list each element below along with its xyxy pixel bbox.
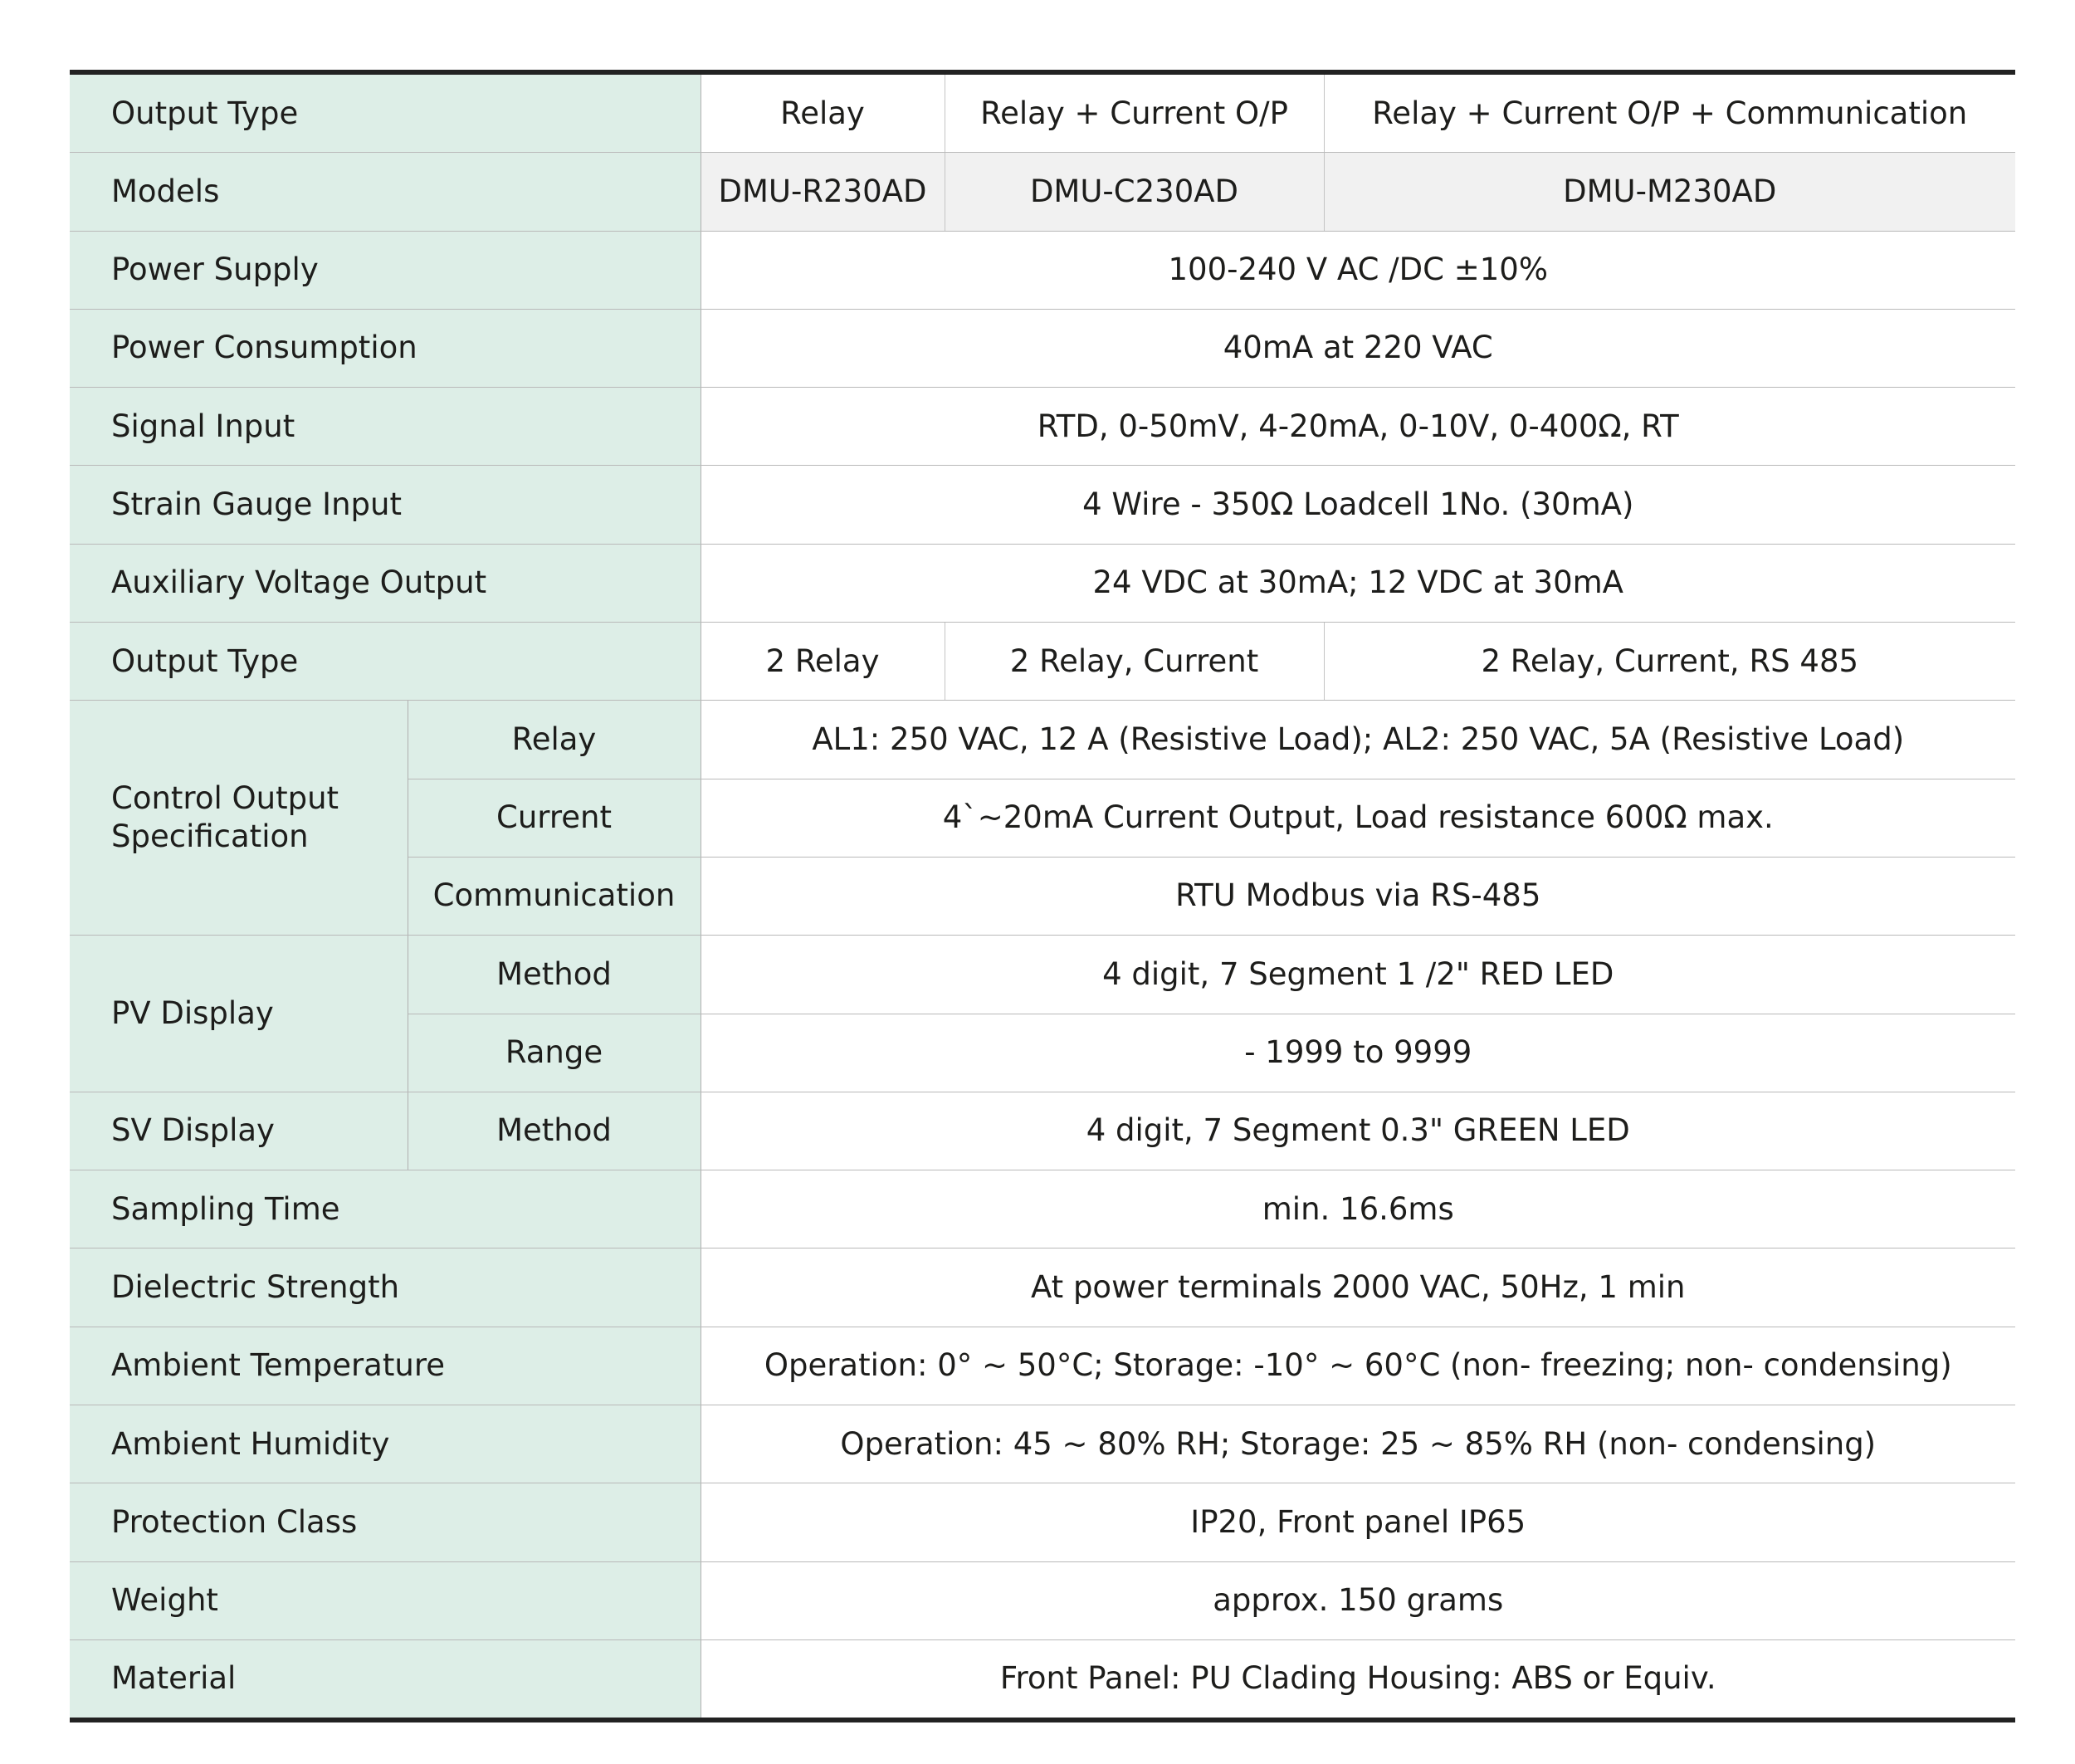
- pv-display-range-value: - 1999 to 9999: [701, 1014, 2015, 1092]
- output-type-label: Output Type: [70, 623, 701, 701]
- row-label: Power Consumption: [70, 309, 701, 387]
- table-row: [70, 388, 2015, 466]
- table-row: [70, 1483, 2015, 1561]
- row-value: Operation: 0° ~ 50°C; Storage: -10° ~ 60°C (non- freezing; non- condensing): [701, 1327, 2015, 1405]
- sv-display-sub-method: Method: [408, 1092, 701, 1170]
- row-label: Signal Input: [70, 388, 701, 466]
- table-row: [70, 1561, 2015, 1639]
- table-row: [70, 544, 2015, 622]
- control-output-label: [70, 701, 408, 936]
- table-row: [70, 309, 2015, 387]
- models-label: Models: [70, 153, 701, 231]
- row-value: At power terminals 2000 VAC, 50Hz, 1 min: [701, 1248, 2015, 1327]
- row-label: Ambient Temperature: [70, 1327, 701, 1405]
- row-label: Weight: [70, 1561, 701, 1639]
- row-value: min. 16.6ms: [701, 1170, 2015, 1248]
- row-label: Strain Gauge Input: [70, 466, 701, 544]
- spec-table: [70, 70, 2015, 1722]
- control-output-relay-value: AL1: 250 VAC, 12 A (Resistive Load); AL2: 250 VAC, 5A (Resistive Load): [701, 701, 2015, 779]
- control-output-label-line2: Specification: [111, 818, 309, 855]
- control-output-row-relay: [70, 701, 2015, 779]
- header-col-relay: Relay: [701, 72, 945, 153]
- row-label: Material: [70, 1639, 701, 1720]
- table-row: [70, 1405, 2015, 1483]
- models-row: [70, 153, 2015, 231]
- header-label: Output Type: [70, 72, 701, 153]
- table-row: [70, 1639, 2015, 1720]
- output-type-relay: 2 Relay: [701, 623, 945, 701]
- row-value: Front Panel: PU Clading Housing: ABS or Equiv.: [701, 1639, 2015, 1720]
- pv-display-sub-method: Method: [408, 936, 701, 1014]
- table-row: [70, 1170, 2015, 1248]
- row-value: approx. 150 grams: [701, 1561, 2015, 1639]
- row-label: Protection Class: [70, 1483, 701, 1561]
- header-col-relay-current: Relay + Current O/P: [945, 72, 1324, 153]
- row-value: 24 VDC at 30mA; 12 VDC at 30mA: [701, 544, 2015, 622]
- sv-display-method-value: 4 digit, 7 Segment 0.3" GREEN LED: [701, 1092, 2015, 1170]
- pv-display-label: PV Display: [70, 936, 408, 1092]
- pv-display-method-value: 4 digit, 7 Segment 1 /2" RED LED: [701, 936, 2015, 1014]
- row-label: Dielectric Strength: [70, 1248, 701, 1327]
- row-label: Ambient Humidity: [70, 1405, 701, 1483]
- table-row: [70, 231, 2015, 309]
- sv-display-row: [70, 1092, 2015, 1170]
- table-row: [70, 466, 2015, 544]
- header-col-relay-current-comm: Relay + Current O/P + Communication: [1324, 72, 2015, 153]
- control-output-sub-communication: Communication: [408, 857, 701, 935]
- row-value: RTD, 0-50mV, 4-20mA, 0-10V, 0-400Ω, RT: [701, 388, 2015, 466]
- row-label: Sampling Time: [70, 1170, 701, 1248]
- output-type-relay-current-rs485: 2 Relay, Current, RS 485: [1324, 623, 2015, 701]
- row-value: 4 Wire - 350Ω Loadcell 1No. (30mA): [701, 466, 2015, 544]
- control-output-current-value: 4`~20mA Current Output, Load resistance 600Ω max.: [701, 779, 2015, 857]
- control-output-sub-relay: Relay: [408, 701, 701, 779]
- model-m230ad: DMU-M230AD: [1324, 153, 2015, 231]
- row-value: 40mA at 220 VAC: [701, 309, 2015, 387]
- control-output-sub-current: Current: [408, 779, 701, 857]
- table-row: [70, 1327, 2015, 1405]
- row-value: Operation: 45 ~ 80% RH; Storage: 25 ~ 85% RH (non- condensing): [701, 1405, 2015, 1483]
- pv-display-sub-range: Range: [408, 1014, 701, 1092]
- model-r230ad: DMU-R230AD: [701, 153, 945, 231]
- control-output-communication-value: RTU Modbus via RS-485: [701, 857, 2015, 935]
- output-type-relay-current: 2 Relay, Current: [945, 623, 1324, 701]
- table-row: [70, 1248, 2015, 1327]
- row-label: Auxiliary Voltage Output: [70, 544, 701, 622]
- control-output-label-line1: Control Output: [111, 780, 339, 817]
- sv-display-label: SV Display: [70, 1092, 408, 1170]
- model-c230ad: DMU-C230AD: [945, 153, 1324, 231]
- output-type-row: [70, 623, 2015, 701]
- pv-display-row-method: [70, 936, 2015, 1014]
- row-label: Power Supply: [70, 231, 701, 309]
- header-row: [70, 72, 2015, 153]
- row-value: IP20, Front panel IP65: [701, 1483, 2015, 1561]
- row-value: 100-240 V AC /DC ±10%: [701, 231, 2015, 309]
